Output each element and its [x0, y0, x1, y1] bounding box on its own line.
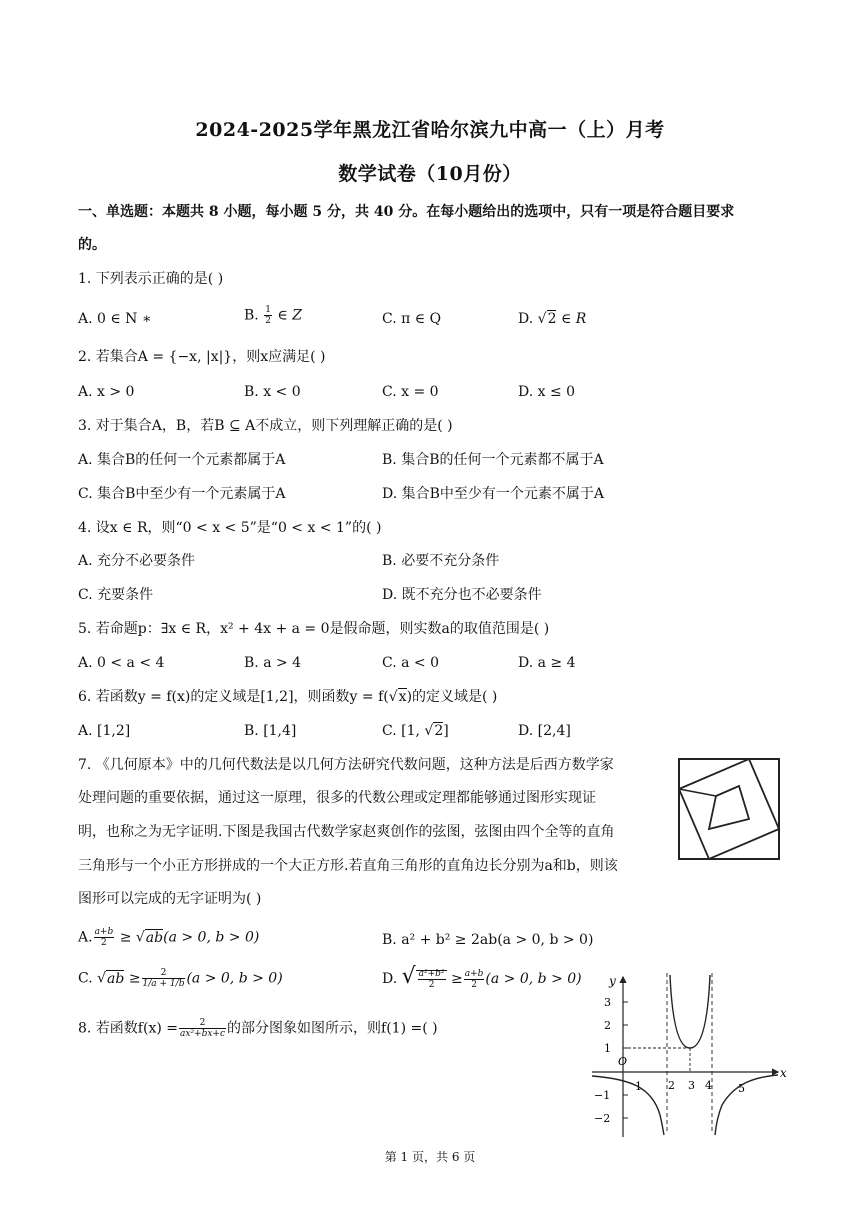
question-1-option-a: A. 0 ∈ N ∗: [78, 311, 152, 327]
question-2-option-b: B. x < 0: [244, 384, 301, 400]
y-tick-2: 2: [604, 1019, 611, 1032]
exam-title: 2024-2025学年黑龙江省哈尔滨九中高一（上）月考: [195, 119, 665, 141]
question-6-stem: 6. 若函数y = f(x)的定义域是[1,2]，则函数y = f(√x)的定义域是( ): [78, 689, 498, 705]
section-heading-cont: 的。: [78, 237, 106, 253]
question-3-stem: 3. 对于集合A，B，若B ⊆ A不成立，则下列理解正确的是( ): [78, 418, 453, 434]
question-1-option-b: B. $\frac{1}{2}$ ∈ Z: [244, 305, 302, 326]
function-graph: [590, 965, 790, 1140]
section-heading: 一、单选题：本题共 8 小题，每小题 5 分，共 40 分。在每小题给出的选项中，只有一项是符合题目要求: [78, 204, 735, 220]
question-3-option-c: C. 集合B中至少有一个元素属于A: [78, 486, 286, 502]
curve-right: [715, 1075, 778, 1135]
question-4-option-c: C. 充要条件: [78, 587, 154, 603]
question-1-stem: 1. 下列表示正确的是( ): [78, 271, 224, 287]
question-6-option-d: D. [2,4]: [518, 723, 571, 739]
question-7-option-d: D. √ $\frac{\text{a²+b²}}{2}$ ≥ $\frac{a+b}{2}$ (a > 0, b > 0): [382, 964, 582, 990]
y-tick-1: 1: [604, 1042, 611, 1055]
question-7-line-2: 处理问题的重要依据，通过这一原理，很多的代数公理或定理都能够通过图形实现证: [78, 790, 596, 806]
question-4-option-a: A. 充分不必要条件: [78, 553, 196, 569]
curve-middle: [670, 975, 710, 1048]
question-2-stem: 2. 若集合A = {−x, |x|}，则x应满足( ): [78, 349, 326, 365]
zhao-shuang-diagram: [676, 756, 782, 862]
question-7-line-5: 图形可以完成的无字证明为( ): [78, 891, 262, 907]
question-7-line-1: 7. 《几何原本》中的几何代数法是以几何方法研究代数问题，这种方法是后西方数学家: [78, 757, 614, 773]
y-tick-neg2: −2: [594, 1112, 611, 1125]
question-3-option-b: B. 集合B的任何一个元素都不属于A: [382, 452, 604, 468]
question-3-option-a: A. 集合B的任何一个元素都属于A: [78, 452, 286, 468]
question-2-option-c: C. x = 0: [382, 384, 439, 400]
x-tick-1: 1: [635, 1080, 642, 1093]
question-5-option-a: A. 0 < a < 4: [78, 655, 165, 671]
y-axis-label: y: [609, 974, 616, 988]
question-4-stem: 4. 设x ∈ R，则“0 < x < 5”是“0 < x < 1”的( ): [78, 520, 382, 536]
page-footer: 第 1 页，共 6 页: [384, 1150, 476, 1164]
exam-subtitle: 数学试卷（10月份）: [338, 163, 522, 185]
x-tick-4: 4: [705, 1079, 712, 1092]
y-tick-3: 3: [604, 996, 611, 1009]
question-7-option-a: A. $\frac{a+b}{2}$ ≥ √ab(a > 0, b > 0): [78, 927, 260, 948]
question-2-option-a: A. x > 0: [78, 384, 135, 400]
origin-label: O: [618, 1055, 628, 1068]
question-7-line-4: 三角形与一个小正方形拼成的一个大正方形.若直角三角形的直角边长分别为a和b，则该: [78, 858, 618, 874]
question-5-stem: 5. 若命题p：∃x ∈ R，x² + 4x + a = 0是假命题，则实数a的取值范围是( ): [78, 621, 550, 637]
x-tick-2: 2: [668, 1079, 675, 1092]
question-7-option-b: B. a² + b² ≥ 2ab(a > 0, b > 0): [382, 932, 594, 948]
question-8-stem: 8. 若函数f(x) = $\frac{2}{\text{ax²+bx+c}}$ 的部分图象如图所示，则f(1) =( ): [78, 1018, 438, 1039]
question-7-option-c: C. √ab ≥ $\frac{2}{1/a + 1/b}$ (a > 0, b > 0): [78, 968, 283, 989]
question-5-option-d: D. a ≥ 4: [518, 655, 576, 671]
question-1-option-d: D. √2 ∈ R: [518, 311, 587, 327]
question-6-option-c: C. [1, √2]: [382, 723, 449, 739]
question-7-line-3: 明，也称之为无字证明.下图是我国古代数学家赵爽创作的弦图，弦图由四个全等的直角: [78, 824, 615, 840]
x-tick-5: 5: [738, 1082, 745, 1095]
question-1-option-c: C. π ∈ Q: [382, 311, 442, 327]
question-4-option-d: D. 既不充分也不必要条件: [382, 587, 542, 603]
y-tick-neg1: −1: [594, 1089, 611, 1102]
question-2-option-d: D. x ≤ 0: [518, 384, 576, 400]
question-5-option-b: B. a > 4: [244, 655, 302, 671]
question-3-option-d: D. 集合B中至少有一个元素不属于A: [382, 486, 605, 502]
x-axis-label: x: [780, 1066, 787, 1080]
curve-left: [592, 1076, 664, 1135]
question-6-option-b: B. [1,4]: [244, 723, 297, 739]
x-tick-3: 3: [688, 1079, 695, 1092]
question-5-option-c: C. a < 0: [382, 655, 439, 671]
question-4-option-b: B. 必要不充分条件: [382, 553, 500, 569]
question-6-option-a: A. [1,2]: [78, 723, 131, 739]
